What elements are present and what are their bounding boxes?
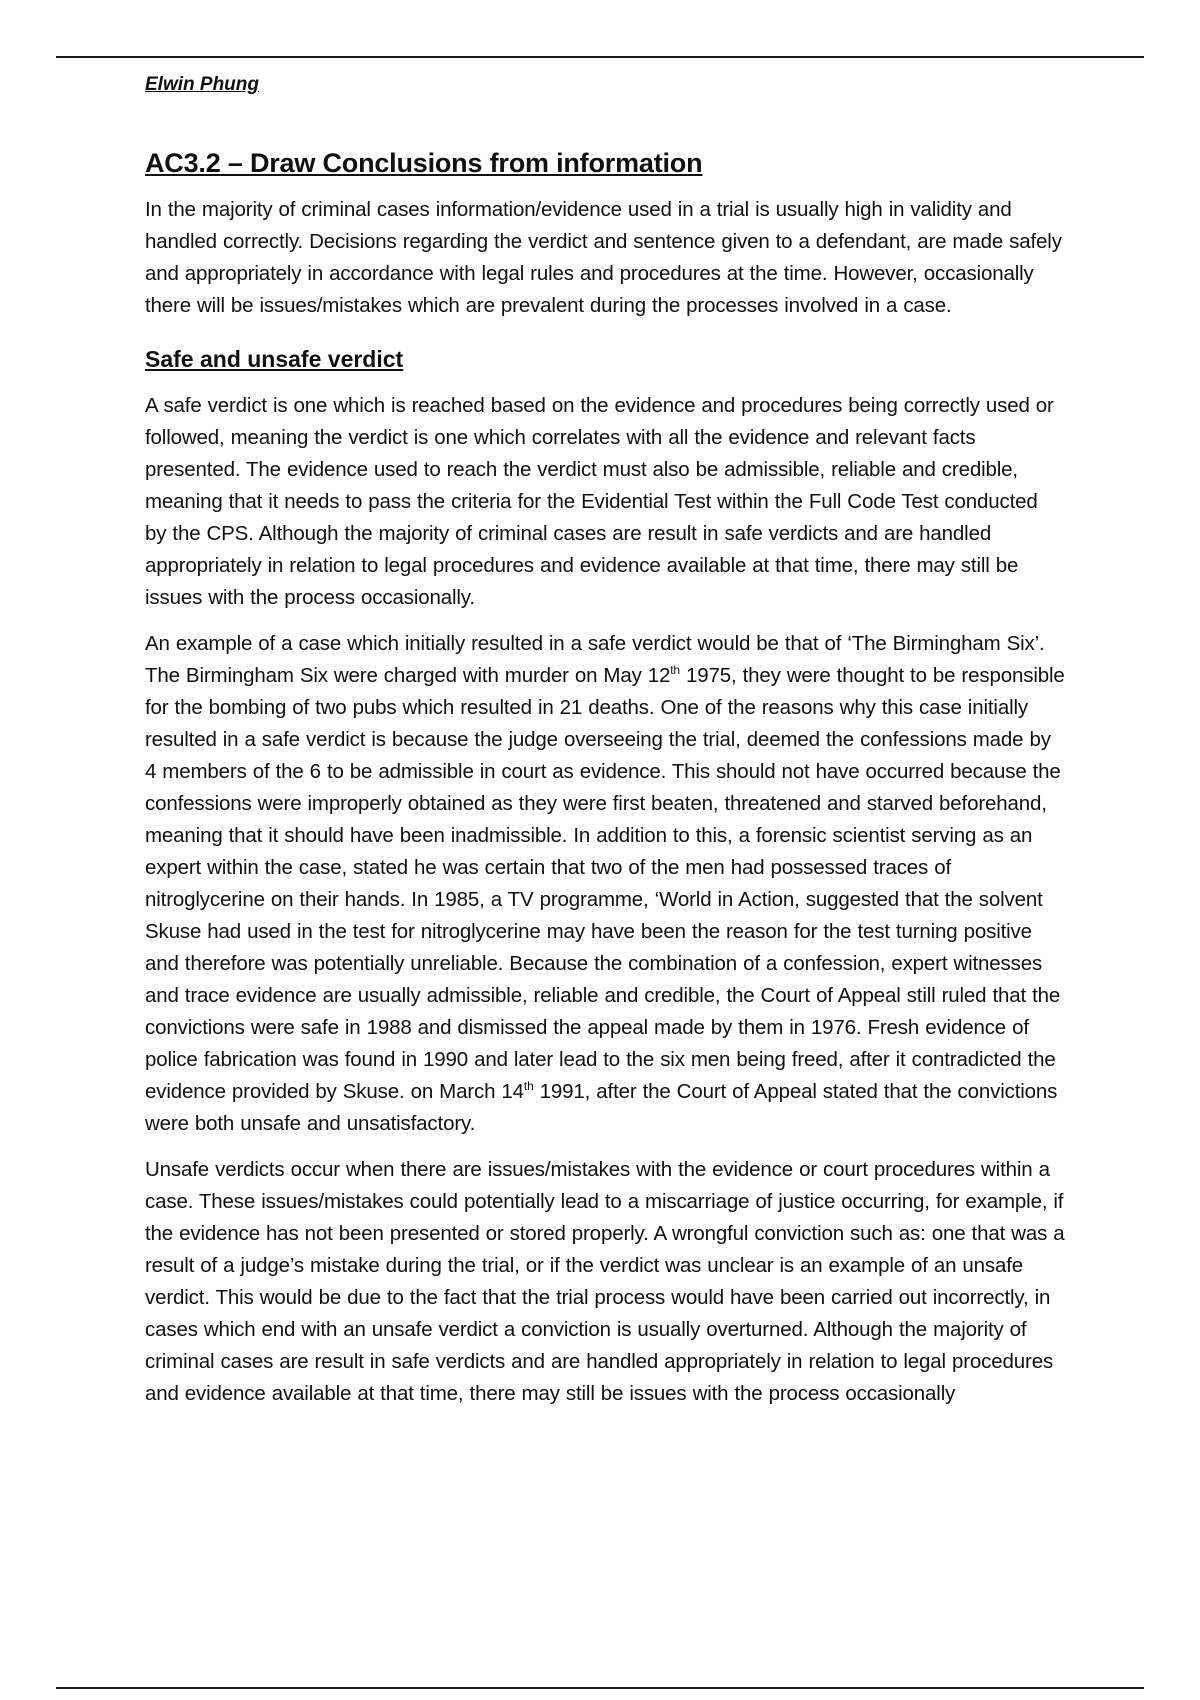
document-title: AC3.2 – Draw Conclusions from information [145, 148, 703, 178]
birmingham-six-text-1: An example of a case which initially resulted in a safe verdict would be that of ‘The Birmingham Six’. The Birmingham Six were charged with murder on May 12 [145, 632, 1045, 687]
document-page [145, 72, 1065, 1410]
author-name: Elwin Phung [145, 74, 259, 95]
intro-paragraph: In the majority of criminal cases information/evidence used in a trial is usually high in validity and handled correctly. Decisions regarding the verdict and sentence given to a defendant, are made safely and appropriately in accordance with legal rules and procedures at the time. However, occasionally there will be issues/mistakes which are prevalent during the processes involved in a case. [145, 198, 1062, 317]
ordinal-suffix: th [670, 663, 680, 678]
ordinal-suffix: th [523, 1079, 534, 1094]
birmingham-six-paragraph [145, 628, 1065, 1140]
birmingham-six-text-3: 1991, after the Court of Appeal stated that the convictions were both unsafe and unsatisfactory. [145, 1080, 1058, 1135]
birmingham-six-text-2: 1975, they were thought to be responsible for the bombing of two pubs which resulted in 21 deaths. One of the reasons why this case initially resulted in a safe verdict is because the judge overseeing the trial, deemed the confessions made by 4 members of the 6 to be admissible in court as evidence. This should not have occurred because the confessions were improperly obtained as they were first beaten, threatened and starved beforehand, meaning that it should have been inadmissible. In addition to this, a forensic scientist serving as an expert within the case, stated he was certain that two of the men had possessed traces of nitroglycerine on their hands. In 1985, a TV programme, ‘World in Action, suggested that the solvent Skuse had used in the test for nitroglycerine may have been the reason for the test turning positive and therefore was potentially unreliable. Because the combination of a confession, expert witnesses and trace evidence are usually admissible, reliable and credible, the Court of Appeal still ruled that the convictions were safe in 1988 and dismissed the appeal made by them in 1976. Fresh evidence of police fabrication was found in 1990 and later lead to the six men being freed, after it contradicted the evidence provided by Skuse. on March 14 [145, 664, 1065, 1103]
footer-rule [56, 1687, 1144, 1689]
section-heading: Safe and unsafe verdict [145, 346, 404, 372]
unsafe-verdict-paragraph: Unsafe verdicts occur when there are issues/mistakes with the evidence or court procedures within a case. These issues/mistakes could potentially lead to a miscarriage of justice occurring, for example, if the evidence has not been presented or stored properly. A wrongful conviction such as: one that was a result of a judge’s mistake during the trial, or if the verdict was unclear is an example of an unsafe verdict. This would be due to the fact that the trial process would have been carried out incorrectly, in cases which end with an unsafe verdict a conviction is usually overturned. Although the majority of criminal cases are result in safe verdicts and are handled appropriately in relation to legal procedures and evidence available at that time, there may still be issues with the process occasionally [145, 1158, 1065, 1405]
header-rule [56, 56, 1144, 58]
safe-verdict-paragraph: A safe verdict is one which is reached based on the evidence and procedures being correctly used or followed, meaning the verdict is one which correlates with all the evidence and relevant facts presented. The evidence used to reach the verdict must also be admissible, reliable and credible, meaning that it needs to pass the criteria for the Evidential Test within the Full Code Test conducted by the CPS. Although the majority of criminal cases are result in safe verdicts and are handled appropriately in relation to legal procedures and evidence available at that time, there may still be issues with the process occasionally. [145, 394, 1054, 609]
